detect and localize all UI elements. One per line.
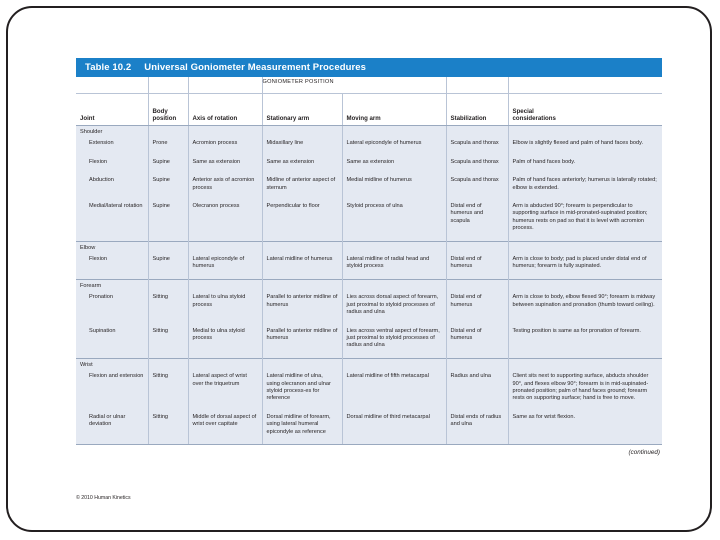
col-header-stationary-arm: Stationary arm xyxy=(262,94,342,126)
table-title: Universal Goniometer Measurement Procedures xyxy=(144,62,367,73)
cell-axis: Lateral epicondyle of humerus xyxy=(188,253,262,274)
section-header-cell xyxy=(342,241,446,253)
cell-stationary: Midaxillary line xyxy=(262,137,342,150)
cell-moving: Styloid process of ulna xyxy=(342,200,446,236)
goniometer-table-block xyxy=(76,58,662,467)
table-number: Table 10.2 xyxy=(85,62,132,73)
col-header-body-position-line2: position xyxy=(152,115,177,123)
cell-moving: Lateral midline of fifth metacarpal xyxy=(342,370,446,406)
table-row xyxy=(76,200,662,236)
section-header-cell xyxy=(508,279,662,291)
group-header-spacer-special xyxy=(508,77,662,94)
section-header-cell xyxy=(508,358,662,370)
cell-stationary: Dorsal midline of forearm, using lateral humeral epicondyle as reference xyxy=(262,411,342,439)
section-header-row xyxy=(76,279,662,291)
cell-axis: Olecranon process xyxy=(188,200,262,236)
cell-stabilization: Distal end of humerus xyxy=(446,253,508,274)
cell-special: Client sits next to supporting surface, abducts shoulder 90°, and flexes elbow 90°; forearm is in mid-supinated-pronated position; palm of hand faces ground; forearm rests on supporting surface; hand is free to move. xyxy=(508,370,662,406)
continued-note: (continued) xyxy=(628,448,660,456)
cell-stationary: Perpendicular to floor xyxy=(262,200,342,236)
cell-axis: Lateral to ulna styloid process xyxy=(188,291,262,319)
table-row xyxy=(76,137,662,150)
cell-axis: Lateral aspect of wrist over the triquetrum xyxy=(188,370,262,406)
table-head xyxy=(76,77,662,126)
cell-moving: Lies across ventral aspect of forearm, just proximal to styloid processes of radius and ulna xyxy=(342,325,446,353)
section-header-cell xyxy=(262,358,342,370)
cell-moving: Medial midline of humerus xyxy=(342,174,446,195)
cell-stabilization: Scapula and thorax xyxy=(446,137,508,150)
cell-stabilization: Distal end of humerus xyxy=(446,325,508,353)
cell-stabilization: Distal ends of radius and ulna xyxy=(446,411,508,439)
cell-axis: Anterior axis of acromion process xyxy=(188,174,262,195)
section-header-cell xyxy=(148,279,188,291)
section-header-cell xyxy=(508,241,662,253)
section-header-cell xyxy=(342,358,446,370)
table-footer xyxy=(76,445,662,467)
section-header-cell xyxy=(342,279,446,291)
group-header-spacer-axis xyxy=(188,77,262,94)
cell-axis: Acromion process xyxy=(188,137,262,150)
group-header-spacer-body xyxy=(148,77,188,94)
section-name: Wrist xyxy=(76,358,148,370)
section-name: Elbow xyxy=(76,241,148,253)
cell-special: Arm is close to body; pad is placed under distal end of humerus; forearm is fully supinated. xyxy=(508,253,662,274)
slide-frame xyxy=(6,6,712,532)
cell-axis: Same as extension xyxy=(188,156,262,169)
cell-moving: Lateral epicondyle of humerus xyxy=(342,137,446,150)
cell-joint: Flexion xyxy=(89,256,108,263)
cell-special: Palm of hand faces body. xyxy=(508,156,662,169)
cell-stabilization: Radius and ulna xyxy=(446,370,508,406)
cell-moving: Lateral midline of radial head and styloid process xyxy=(342,253,446,274)
cell-joint: Abduction xyxy=(89,177,114,184)
cell-special: Testing position is same as for pronation of forearm. xyxy=(508,325,662,353)
section-header-cell xyxy=(148,358,188,370)
cell-joint: Flexion xyxy=(89,158,108,165)
goniometer-position-group-label: GONIOMETER POSITION xyxy=(262,77,446,94)
table-body xyxy=(76,126,662,444)
cell-stabilization: Distal end of humerus and scapula xyxy=(446,200,508,236)
col-header-axis-of-rotation: Axis of rotation xyxy=(188,94,262,126)
table-group-header-row xyxy=(76,77,662,94)
section-header-cell xyxy=(188,279,262,291)
cell-body: Supine xyxy=(148,253,188,274)
section-header-cell xyxy=(148,241,188,253)
section-header-cell xyxy=(188,358,262,370)
table-row xyxy=(76,156,662,169)
cell-special: Palm of hand faces anteriorly; humerus is laterally rotated; elbow is extended. xyxy=(508,174,662,195)
cell-stabilization: Distal end of humerus xyxy=(446,291,508,319)
group-header-spacer-joint xyxy=(76,77,148,94)
section-header-row xyxy=(76,126,662,138)
cell-joint: Medial/lateral rotation xyxy=(89,203,143,210)
cell-stationary: Lateral midline of ulna, using olecranon and ulnar styloid process-es for reference xyxy=(262,370,342,406)
cell-special: Same as for wrist flexion. xyxy=(508,411,662,439)
table-column-header-row xyxy=(76,94,662,126)
cell-moving: Same as extension xyxy=(342,156,446,169)
cell-special: Arm is close to body, elbow flexed 90°; forearm is midway between supination and pronation (thumb toward ceiling). xyxy=(508,291,662,319)
cell-stationary: Parallel to anterior midline of humerus xyxy=(262,291,342,319)
cell-body: Supine xyxy=(148,174,188,195)
table-row xyxy=(76,291,662,319)
cell-stabilization: Scapula and thorax xyxy=(446,174,508,195)
section-header-cell xyxy=(446,358,508,370)
group-header-spacer-stab xyxy=(446,77,508,94)
section-name: Forearm xyxy=(76,279,148,291)
section-header-row xyxy=(76,241,662,253)
col-header-body-position xyxy=(148,94,188,126)
table-title-bar xyxy=(76,58,662,77)
cell-body: Supine xyxy=(148,156,188,169)
section-header-cell xyxy=(446,126,508,138)
section-header-cell xyxy=(446,279,508,291)
cell-special: Elbow is slightly flexed and palm of hand faces body. xyxy=(508,137,662,150)
section-header-cell xyxy=(148,126,188,138)
cell-body: Supine xyxy=(148,200,188,236)
col-header-special-considerations xyxy=(508,94,662,126)
col-header-special-line1: Special xyxy=(512,107,534,115)
section-header-cell xyxy=(188,241,262,253)
cell-stationary: Lateral midline of humerus xyxy=(262,253,342,274)
cell-joint: Flexion and extension xyxy=(89,373,144,380)
col-header-body-position-line1: Body xyxy=(152,107,168,115)
section-header-cell xyxy=(508,126,662,138)
cell-stationary: Same as extension xyxy=(262,156,342,169)
cell-joint: Radial or ulnar deviation xyxy=(89,413,126,428)
cell-body: Sitting xyxy=(148,370,188,406)
cell-body: Prone xyxy=(148,137,188,150)
cell-axis: Medial to ulna styloid process xyxy=(188,325,262,353)
section-header-cell xyxy=(342,126,446,138)
cell-body: Sitting xyxy=(148,411,188,439)
table-row xyxy=(76,370,662,406)
goniometer-table xyxy=(76,77,662,444)
section-header-cell xyxy=(262,241,342,253)
cell-stationary: Parallel to anterior midline of humerus xyxy=(262,325,342,353)
copyright-notice: © 2010 Human Kinetics xyxy=(76,495,131,501)
cell-moving: Dorsal midline of third metacarpal xyxy=(342,411,446,439)
col-header-stabilization: Stabilization xyxy=(446,94,508,126)
cell-body: Sitting xyxy=(148,291,188,319)
table-row xyxy=(76,174,662,195)
cell-joint: Supination xyxy=(89,327,116,334)
table-row xyxy=(76,325,662,353)
table-row xyxy=(76,411,662,439)
cell-special: Arm is abducted 90°; forearm is perpendicular to supporting surface in mid-pronated-supinated position; humerus rests on pad so that it is level with acromion process. xyxy=(508,200,662,236)
cell-joint: Extension xyxy=(89,140,114,147)
cell-stationary: Midline of anterior aspect of sternum xyxy=(262,174,342,195)
col-header-special-line2: considerations xyxy=(512,115,556,123)
section-name: Shoulder xyxy=(80,129,103,135)
col-header-moving-arm: Moving arm xyxy=(342,94,446,126)
cell-joint: Pronation xyxy=(89,294,113,301)
section-header-cell xyxy=(446,241,508,253)
cell-stabilization: Scapula and thorax xyxy=(446,156,508,169)
section-header-row xyxy=(76,358,662,370)
table-row xyxy=(76,253,662,274)
cell-moving: Lies across dorsal aspect of forearm, just proximal to styloid processes of radius and ulna xyxy=(342,291,446,319)
section-header-cell xyxy=(188,126,262,138)
cell-body: Sitting xyxy=(148,325,188,353)
section-header-cell xyxy=(262,279,342,291)
col-header-joint: Joint xyxy=(76,94,148,126)
section-header-cell xyxy=(262,126,342,138)
cell-axis: Middle of dorsal aspect of wrist over capitate xyxy=(188,411,262,439)
